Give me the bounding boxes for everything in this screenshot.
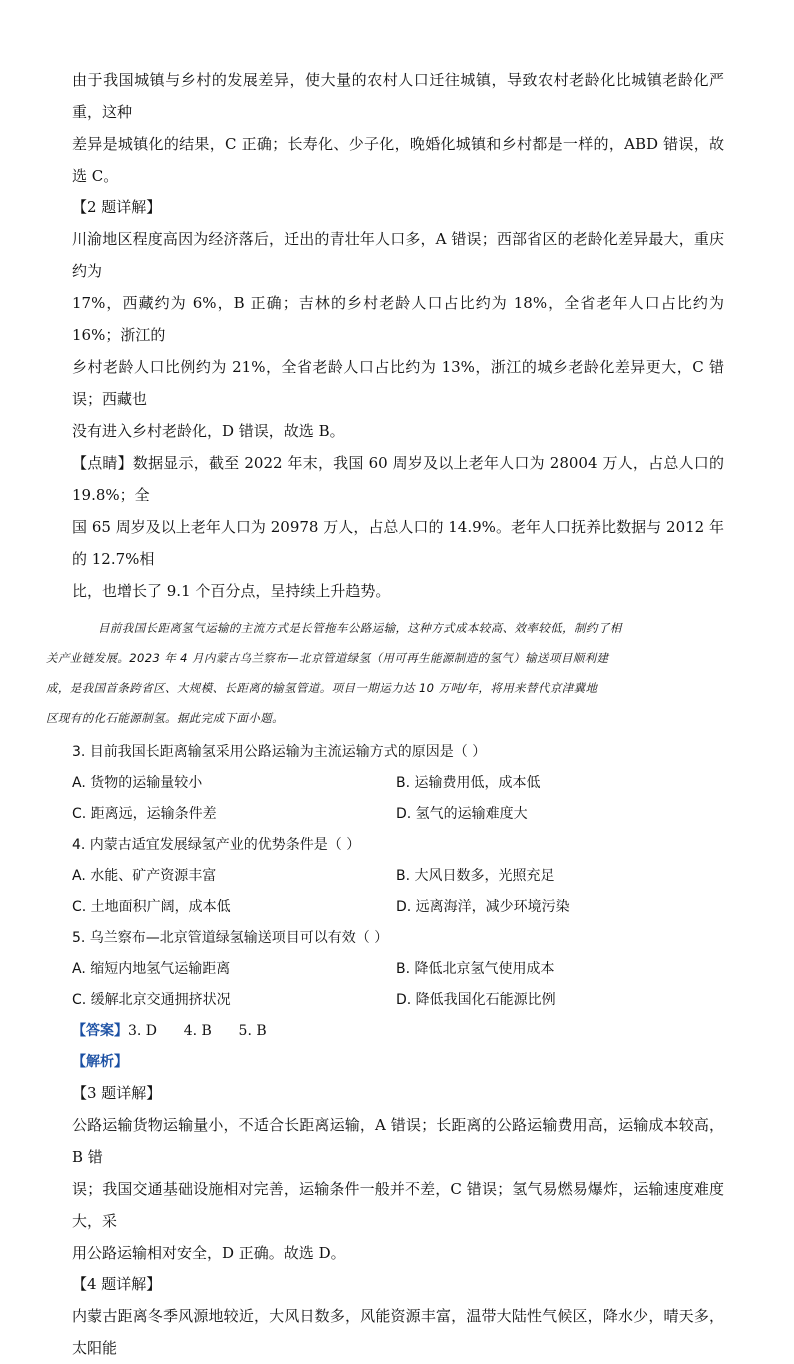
text-line: 公路运输货物运输量小，不适合长距离运输，A 错误；长距离的公路运输费用高，运输成本较高，B 错	[72, 1116, 724, 1166]
text-line: 成，是我国首条跨省区、大规模、长距离的输氢管道。项目一期运力达 10 万吨/年，将用来替代京津冀地	[46, 681, 598, 695]
paragraph-q1-explanation	[72, 64, 724, 192]
text-line: 由于我国城镇与乡村的发展差异，使大量的农村人口迁往城镇，导致农村老龄化比城镇老龄化严重，这种	[72, 71, 724, 121]
paragraph-q3-explanation	[72, 1109, 724, 1269]
text-line: 数据显示，截至 2022 年末，我国 60 周岁及以上老年人口为 28004 万人，占总人口的 19.8%；全	[72, 454, 724, 504]
option-d: D. 降低我国化石能源比例	[396, 992, 556, 1008]
material-passage	[46, 613, 724, 733]
text-line: 没有进入乡村老龄化，D 错误，故选 B。	[72, 422, 345, 440]
text-line: 比，也增长了 9.1 个百分点，呈持续上升趋势。	[72, 582, 391, 600]
text-line: 乡村老龄人口比例约为 21%，全省老龄人口占比约为 13%，浙江的城乡老龄化差异更大，C 错误；西藏也	[72, 358, 724, 408]
answer-line	[72, 1016, 724, 1047]
option-b: B. 大风日数多，光照充足	[396, 868, 555, 884]
question-4	[72, 830, 724, 923]
question-5	[72, 923, 724, 1016]
text-line: 区现有的化石能源制氢。据此完成下面小题。	[46, 711, 284, 725]
question-stem: 5. 乌兰察布—北京管道绿氢输送项目可以有效（ ）	[72, 930, 389, 946]
option-c: C. 土地面积广阔，成本低	[72, 899, 231, 915]
paragraph-dianjing	[72, 447, 724, 607]
heading-q2-detail: 【2 题详解】	[72, 198, 162, 216]
option-c: C. 距离远，运输条件差	[72, 806, 217, 822]
analysis-heading	[72, 1047, 724, 1078]
option-a: A. 缩短内地氢气运输距离	[72, 961, 231, 977]
text-line: 误；我国交通基础设施相对完善，运输条件一般并不差，C 错误；氢气易燃易爆炸，运输速度难度大，采	[72, 1180, 724, 1230]
question-stem: 3. 目前我国长距离输氢采用公路运输为主流运输方式的原因是（ ）	[72, 744, 487, 760]
heading-q3-detail: 【3 题详解】	[72, 1084, 162, 1102]
dianjing-tag: 【点睛】	[72, 454, 133, 472]
text-line: 用公路运输相对安全，D 正确。故选 D。	[72, 1244, 346, 1262]
text-line: 关产业链发展。2023 年 4 月内蒙古乌兰察布—北京管道绿氢（用可再生能源制造的氢气）输送项目顺利建	[46, 651, 609, 665]
option-d: D. 远离海洋，减少环境污染	[396, 899, 570, 915]
option-b: B. 降低北京氢气使用成本	[396, 961, 555, 977]
text-line: 差异是城镇化的结果，C 正确；长寿化、少子化，晚婚化城镇和乡村都是一样的，ABD 错误，故选 C。	[72, 135, 724, 185]
option-b: B. 运输费用低，成本低	[396, 775, 541, 791]
answer-tag: 【答案】	[72, 1023, 128, 1039]
option-a: A. 水能、矿产资源丰富	[72, 868, 217, 884]
analysis-tag: 【解析】	[72, 1054, 128, 1070]
text-line: 川渝地区程度高因为经济落后，迁出的青壮年人口多，A 错误；西部省区的老龄化差异最大，重庆约为	[72, 230, 724, 280]
text-line: 内蒙古距离冬季风源地较近，大风日数多，风能资源丰富，温带大陆性气候区，降水少，晴天多，太阳能	[72, 1307, 724, 1357]
paragraph-q4-explanation	[72, 1300, 724, 1364]
paragraph-q2-explanation	[72, 223, 724, 447]
document-page	[46, 64, 724, 1364]
heading-q4-detail: 【4 题详解】	[72, 1275, 162, 1293]
text-line: 国 65 周岁及以上老年人口为 20978 万人，占总人口的 14.9%。老年人口抚养比数据与 2012 年的 12.7%相	[72, 518, 724, 568]
option-d: D. 氢气的运输难度大	[396, 806, 528, 822]
option-c: C. 缓解北京交通拥挤状况	[72, 992, 231, 1008]
text-line: 17%，西藏约为 6%，B 正确；吉林的乡村老龄人口占比约为 18%，全省老年人口占比约为 16%；浙江的	[72, 294, 724, 344]
question-stem: 4. 内蒙古适宜发展绿氢产业的优势条件是（ ）	[72, 837, 361, 853]
text-line: 目前我国长距离氢气运输的主流方式是长管拖车公路运输，这种方式成本较高、效率较低，制约了相	[98, 621, 622, 635]
option-a: A. 货物的运输量较小	[72, 775, 203, 791]
answer-text: 3. D 4. B 5. B	[128, 1023, 267, 1039]
question-3	[72, 737, 724, 830]
